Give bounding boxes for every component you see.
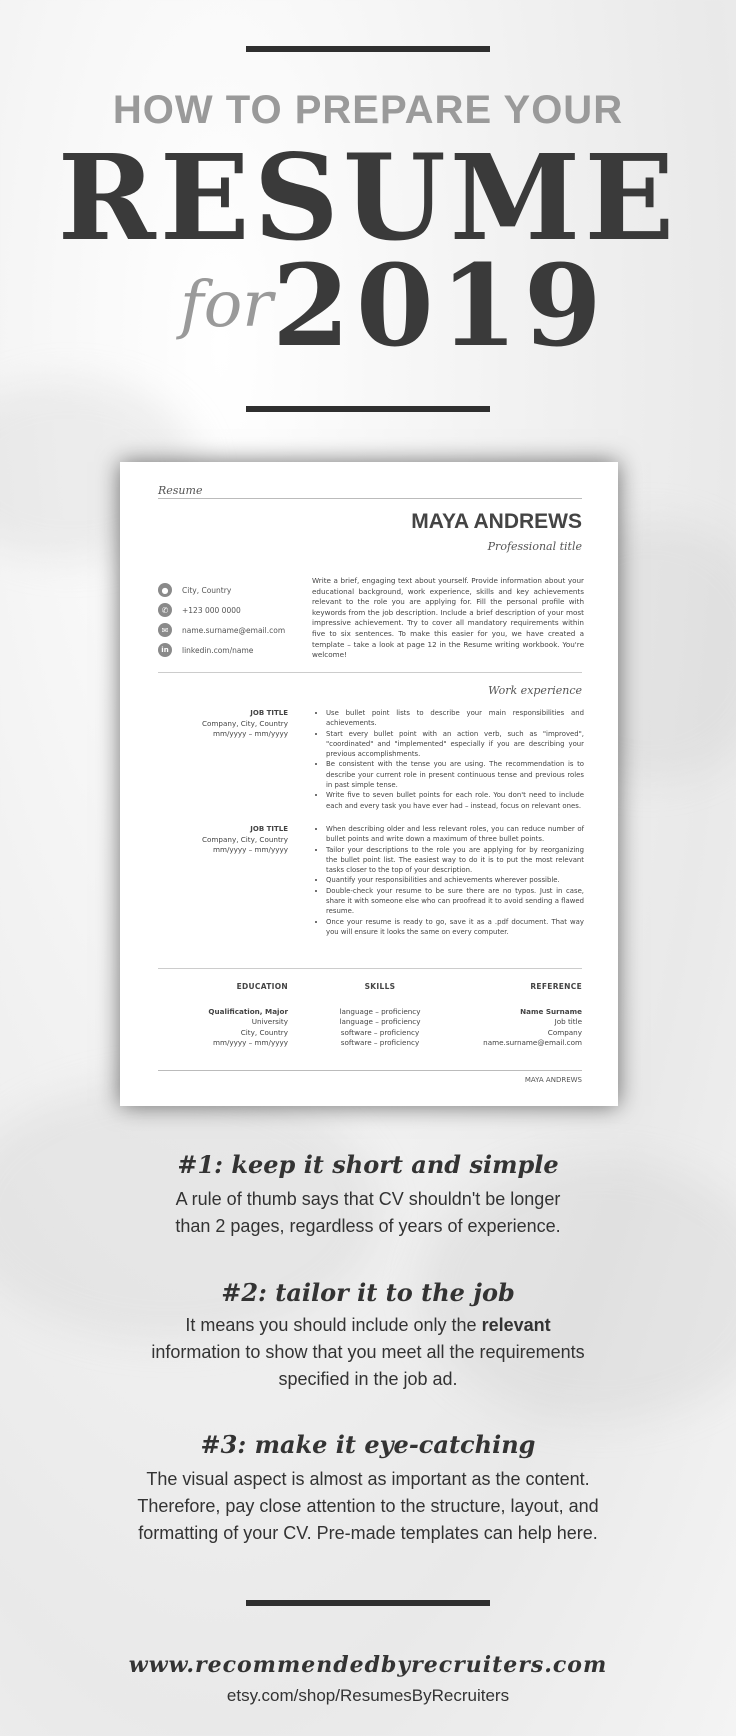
divider [158, 968, 582, 969]
job-bullet: • Once your resume is ready to go, save it as a .pdf document. That way you will ensure it looks the same on every computer. [326, 917, 584, 938]
job-bullet: • When describing older and less relevant roles, you can reduce number of bullet points and write down a maximum of three bullet points. [326, 824, 584, 845]
divider [158, 672, 582, 673]
headline-line1: HOW TO PREPARE YOUR [112, 88, 624, 132]
job-title: JOB TITLE [250, 709, 288, 717]
reference-name: Name Surname [520, 1006, 582, 1016]
tip-3-heading: #3: make it eye-catching [200, 1430, 536, 1459]
job-bullet: • Double-check your resume to be sure there are no typos. Just in case, share it with someone else who can proofread it to avoid sending a flawed resume. [326, 886, 584, 917]
linkedin-icon: in [158, 643, 172, 657]
work-experience-heading: Work experience [488, 684, 582, 697]
reference-section [452, 982, 582, 1049]
job-bullet: • Write five to seven bullet points for each role. You don't need to include each and every task you have ever had – instead, focus on relevant ones. [326, 790, 584, 811]
resume-name: MAYA ANDREWS [411, 510, 582, 533]
header-bottom-divider [246, 406, 490, 412]
education-university: University [251, 1017, 288, 1026]
education-dates: mm/yyyy – mm/yyyy [212, 1038, 288, 1047]
skills-section [310, 982, 450, 1049]
resume-top-line [158, 498, 582, 499]
job-dates: mm/yyyy – mm/yyyy [212, 845, 288, 854]
contact-phone: ✆ +123 000 0000 [158, 600, 308, 620]
contact-list [158, 580, 308, 660]
tip-2-heading: #2: tailor it to the job [221, 1278, 515, 1307]
education-heading: EDUCATION [236, 982, 288, 991]
footer-divider [246, 1600, 490, 1606]
resume-footer-name: MAYA ANDREWS [524, 1076, 582, 1084]
top-divider [246, 46, 490, 52]
job-bullet: • Use bullet point lists to describe your main responsibilities and achievements. [326, 708, 584, 729]
location-icon: ● [158, 583, 172, 597]
education-qualification: Qualification, Major [208, 1006, 288, 1016]
job-title: JOB TITLE [250, 825, 288, 833]
job-dates: mm/yyyy – mm/yyyy [212, 729, 288, 738]
shop-link[interactable]: etsy.com/shop/ResumesByRecruiters [226, 1686, 510, 1705]
resume-preview [120, 462, 618, 1106]
about-text: Write a brief, engaging text about yourself. Provide information about your educational background, work experience, skills and key achievements relevant to the role you are applying for. Fill the personal profile with keywords from the job description. Include a brief description of your most impressive achievement. Try to cover all mandatory requirements within five to six sentences. To make this easier for you, we have created a template – take a look at page 12 in the Resume writing workbook. You're welcome! [312, 576, 584, 660]
education-location: City, Country [240, 1027, 288, 1037]
emphasis-relevant: relevant [481, 1315, 551, 1335]
resume-professional-title: Professional title [487, 540, 582, 553]
skills-heading: SKILLS [364, 982, 396, 991]
reference-email: name.surname@email.com [483, 1038, 582, 1047]
reference-heading: REFERENCE [530, 982, 582, 991]
job-company: Company, City, Country [202, 718, 288, 728]
headline-resume: RESUME [57, 128, 679, 267]
tip-1-heading: #1: keep it short and simple [177, 1150, 559, 1179]
contact-location: ● City, Country [158, 580, 308, 600]
skill-item: language – proficiency [339, 1017, 421, 1026]
divider [158, 1070, 582, 1071]
resume-tag: Resume [158, 484, 203, 497]
contact-linkedin: in linkedin.com/name [158, 640, 308, 660]
job-meta [158, 708, 288, 740]
reference-job: Job title [554, 1017, 582, 1026]
job-company: Company, City, Country [202, 834, 288, 844]
job-bullet: • Start every bullet point with an action verb, such as "improved", "coordinated" and "implemented" especially if you are describing your previous accomplishments. [326, 729, 584, 760]
reference-company: Company [547, 1027, 582, 1037]
website-link[interactable]: www.recommendedbyrecruiters.com [128, 1652, 608, 1678]
job-bullet: • Tailor your descriptions to the role you are applying for by reorganizing the bullet point list. The easiest way to do it is to put the most relevant tasks closer to the top of your description. [326, 845, 584, 876]
phone-icon: ✆ [158, 603, 172, 617]
tip-2-body: It means you should include only the relevant information to show that you meet all the requirements specified in the job ad. [151, 1315, 585, 1389]
headline-year: 2019 [272, 241, 608, 372]
headline-for: for [180, 268, 273, 342]
skill-item: language – proficiency [339, 1006, 421, 1016]
job-bullets [314, 708, 584, 811]
tip-3-body: The visual aspect is almost as important as the content. Therefore, pay close attention to the structure, layout, and formatting of your CV. Pre-made templates can help here. [137, 1469, 599, 1543]
job-bullet: • Be consistent with the tense you are using. The recommendation is to describe your current role in present continuous tense and previous roles in past simple tense. [326, 759, 584, 790]
skill-item: software – proficiency [340, 1038, 420, 1047]
education-section [158, 982, 288, 1049]
tip-1-body: A rule of thumb says that CV shouldn't be longer than 2 pages, regardless of years of experience. [175, 1189, 561, 1236]
job-meta [158, 824, 288, 856]
contact-email: ✉ name.surname@email.com [158, 620, 308, 640]
skill-item: software – proficiency [340, 1027, 420, 1037]
job-bullet: • Quantify your responsibilities and achievements wherever possible. [326, 875, 584, 885]
email-icon: ✉ [158, 623, 172, 637]
job-bullets [314, 824, 584, 937]
